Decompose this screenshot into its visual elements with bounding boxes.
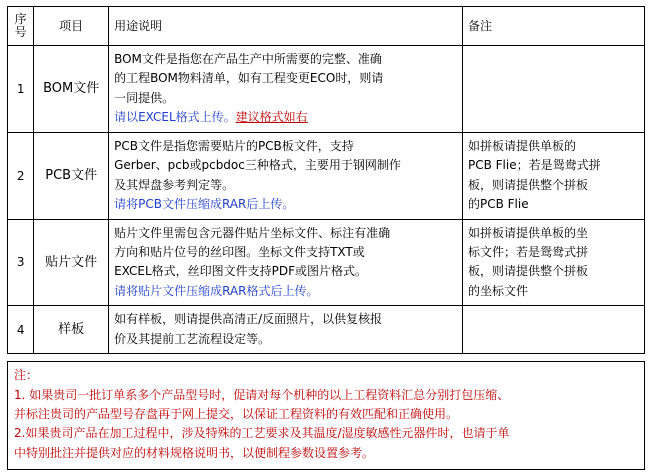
row-item: 贴片文件 (34, 219, 109, 306)
desc-line: BOM文件是指您在产品生产中所需要的完整、准确 (114, 52, 382, 66)
note-line: 的PCB Flie (467, 197, 529, 212)
row-note (462, 219, 644, 306)
desc-upload-note: 请将贴片文件压缩成RAR格式后上传。 (114, 283, 319, 298)
desc-line: 及其焊盘参考判定等。 (114, 177, 235, 192)
notes-line: 并标注贵司的产品型号存盘再于网上提交，以保证工程资料的有效匹配和正确使用。 (14, 407, 459, 421)
desc-line: 一同提供。 (114, 90, 175, 105)
row-no: 4 (8, 306, 34, 354)
row-no: 2 (8, 132, 34, 219)
desc-upload-note: 请将PCB文件压缩成RAR后上传。 (114, 197, 295, 212)
note-line: 如拼板请提供单板的 (467, 138, 576, 153)
note-line: 如拼板请提供单板的坐 (467, 225, 588, 240)
note-line: 板，则请提供整个拼板 (467, 264, 588, 279)
desc-line: 如有样板，则请提供高清正/反面照片，以供复核报 (114, 312, 383, 327)
desc-line: 贴片文件里需包含元器件贴片坐标文件、标注有准确 (114, 225, 391, 240)
table-row (8, 132, 645, 219)
row-no: 1 (8, 46, 34, 133)
desc-line: 价及其提前工艺流程设定等。 (114, 331, 271, 346)
note-line: 的坐标文件 (467, 283, 528, 298)
notes-line: 中特别批注并提供对应的材料规格说明书，以便制程参数设置参考。 (14, 445, 375, 460)
row-description (109, 132, 463, 219)
note-line: 标文件；若是鸳鸯式拼 (467, 244, 588, 259)
desc-line: PCB文件是指您需要贴片的PCB板文件，支持 (114, 138, 354, 153)
header-cell-item: 项目 (34, 7, 109, 46)
desc-line: 的工程BOM物料清单，如有工程变更ECO时，则请 (114, 71, 384, 86)
header-cell-no (8, 7, 34, 46)
row-description (109, 219, 463, 306)
footer-notes (7, 361, 645, 470)
desc-line: Gerber、pcb或pcbdoc三种格式，主要用于钢网制作 (114, 158, 401, 173)
row-description (109, 46, 463, 133)
row-item: BOM文件 (34, 46, 109, 133)
table-header-row (8, 7, 645, 46)
notes-line: 1. 如果贵司一批订单系多个产品型号时，促请对每个机种的以上工程资料汇总分别打包压缩、 (14, 387, 510, 402)
desc-line: 方向和贴片位号的丝印图。坐标文件支持TXT或 (114, 244, 365, 259)
header-no-line2: 号 (14, 25, 27, 39)
table-row (8, 46, 645, 133)
desc-upload-note: 请以EXCEL格式上传。 (114, 110, 236, 125)
engineering-data-table (7, 6, 645, 354)
notes-line: 2.如果贵司产品在加工过程中，涉及特殊的工艺要求及其温度/湿度敏感性元器件时，也请于单 (14, 426, 510, 441)
row-description (109, 306, 463, 354)
row-item: PCB文件 (34, 132, 109, 219)
desc-line: EXCEL格式，丝印图文件支持PDF或图片格式。 (114, 264, 368, 279)
row-note (462, 46, 644, 133)
note-line: PCB Flie；若是鸳鸯式拼 (467, 158, 601, 173)
note-line: 板，则请提供整个拼板 (467, 177, 588, 192)
header-no-line1: 序 (14, 12, 27, 27)
row-note (462, 306, 644, 354)
table-row (8, 306, 645, 354)
table-row (8, 219, 645, 306)
row-note (462, 132, 644, 219)
header-cell-description: 用途说明 (109, 7, 463, 46)
header-cell-note: 备注 (462, 7, 644, 46)
row-item: 样板 (34, 306, 109, 354)
notes-title: 注： (14, 368, 39, 383)
row-no: 3 (8, 219, 34, 306)
desc-format-link[interactable]: 建议格式如右 (235, 110, 308, 125)
